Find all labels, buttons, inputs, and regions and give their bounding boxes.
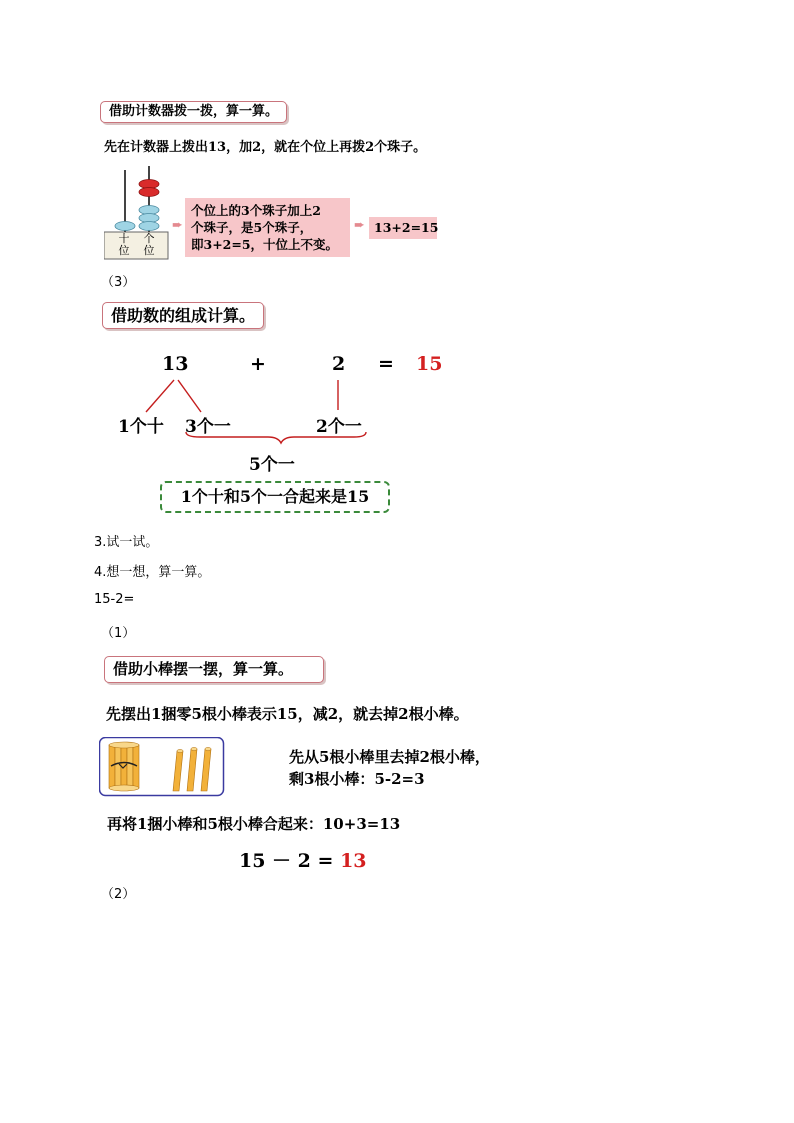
- expression: 15-2=: [94, 592, 135, 607]
- sticks-illustration[interactable]: [99, 737, 225, 797]
- plus-sign: +: [250, 353, 266, 375]
- section-a-instruction: 先在计数器上拨出13，加2，就在个位上再拨2个珠子。: [104, 140, 427, 155]
- step1-line: 先从5根小棒里去掉2根小棒，: [289, 748, 490, 766]
- final-left: 15 － 2 =: [239, 850, 334, 872]
- label-1: （1）: [101, 626, 136, 641]
- section-b-title: 借助数的组成计算。: [102, 302, 264, 329]
- section-c-title: 借助小棒摆一摆，算一算。: [104, 656, 324, 683]
- num-13: 13: [162, 353, 189, 375]
- section-a-title: 借助计数器拨一拨，算一算。: [100, 101, 287, 123]
- label-2: （2）: [101, 887, 136, 902]
- final-equation: [239, 846, 367, 873]
- step1-line: 剩3根小棒：5-2=3: [289, 770, 425, 788]
- arrow-right-icon: ➨: [172, 218, 183, 233]
- conclusion-box: 1个十和5个一合起来是15: [160, 481, 390, 513]
- item-3: 3.试一试。: [94, 535, 159, 550]
- explanation-line: 个位上的3个珠子加上2: [191, 203, 321, 218]
- num-2: 2: [332, 353, 346, 375]
- decomposition-lines: [0, 0, 794, 470]
- split-tens: 1个十: [118, 417, 164, 437]
- section-c-instruction: 先摆出1捆零5根小棒表示15，减2，就去掉2根小棒。: [106, 705, 469, 723]
- label-3: （3）: [101, 275, 136, 290]
- combined-ones: 5个一: [249, 455, 295, 475]
- answer-15: 15: [416, 353, 443, 375]
- abacus-ones-label: 个位: [143, 232, 155, 257]
- item-4: 4.想一想，算一算。: [94, 565, 211, 580]
- step1-text: [289, 746, 490, 790]
- split-ones: 3个一: [185, 417, 231, 437]
- final-answer: 13: [340, 850, 367, 872]
- abacus-tens-label: 十位: [118, 232, 130, 257]
- arrow-right-icon: ➨: [354, 218, 365, 233]
- step2-text: 再将1捆小棒和5根小棒合起来：10+3=13: [107, 815, 401, 833]
- explanation-line: 即3+2=5，十位上不变。: [191, 237, 339, 252]
- split-b: 2个一: [316, 417, 362, 437]
- equals-sign: =: [378, 353, 394, 375]
- result-box: 13+2=15: [369, 217, 437, 239]
- explanation-line: 个珠子，是5个珠子，: [191, 220, 313, 235]
